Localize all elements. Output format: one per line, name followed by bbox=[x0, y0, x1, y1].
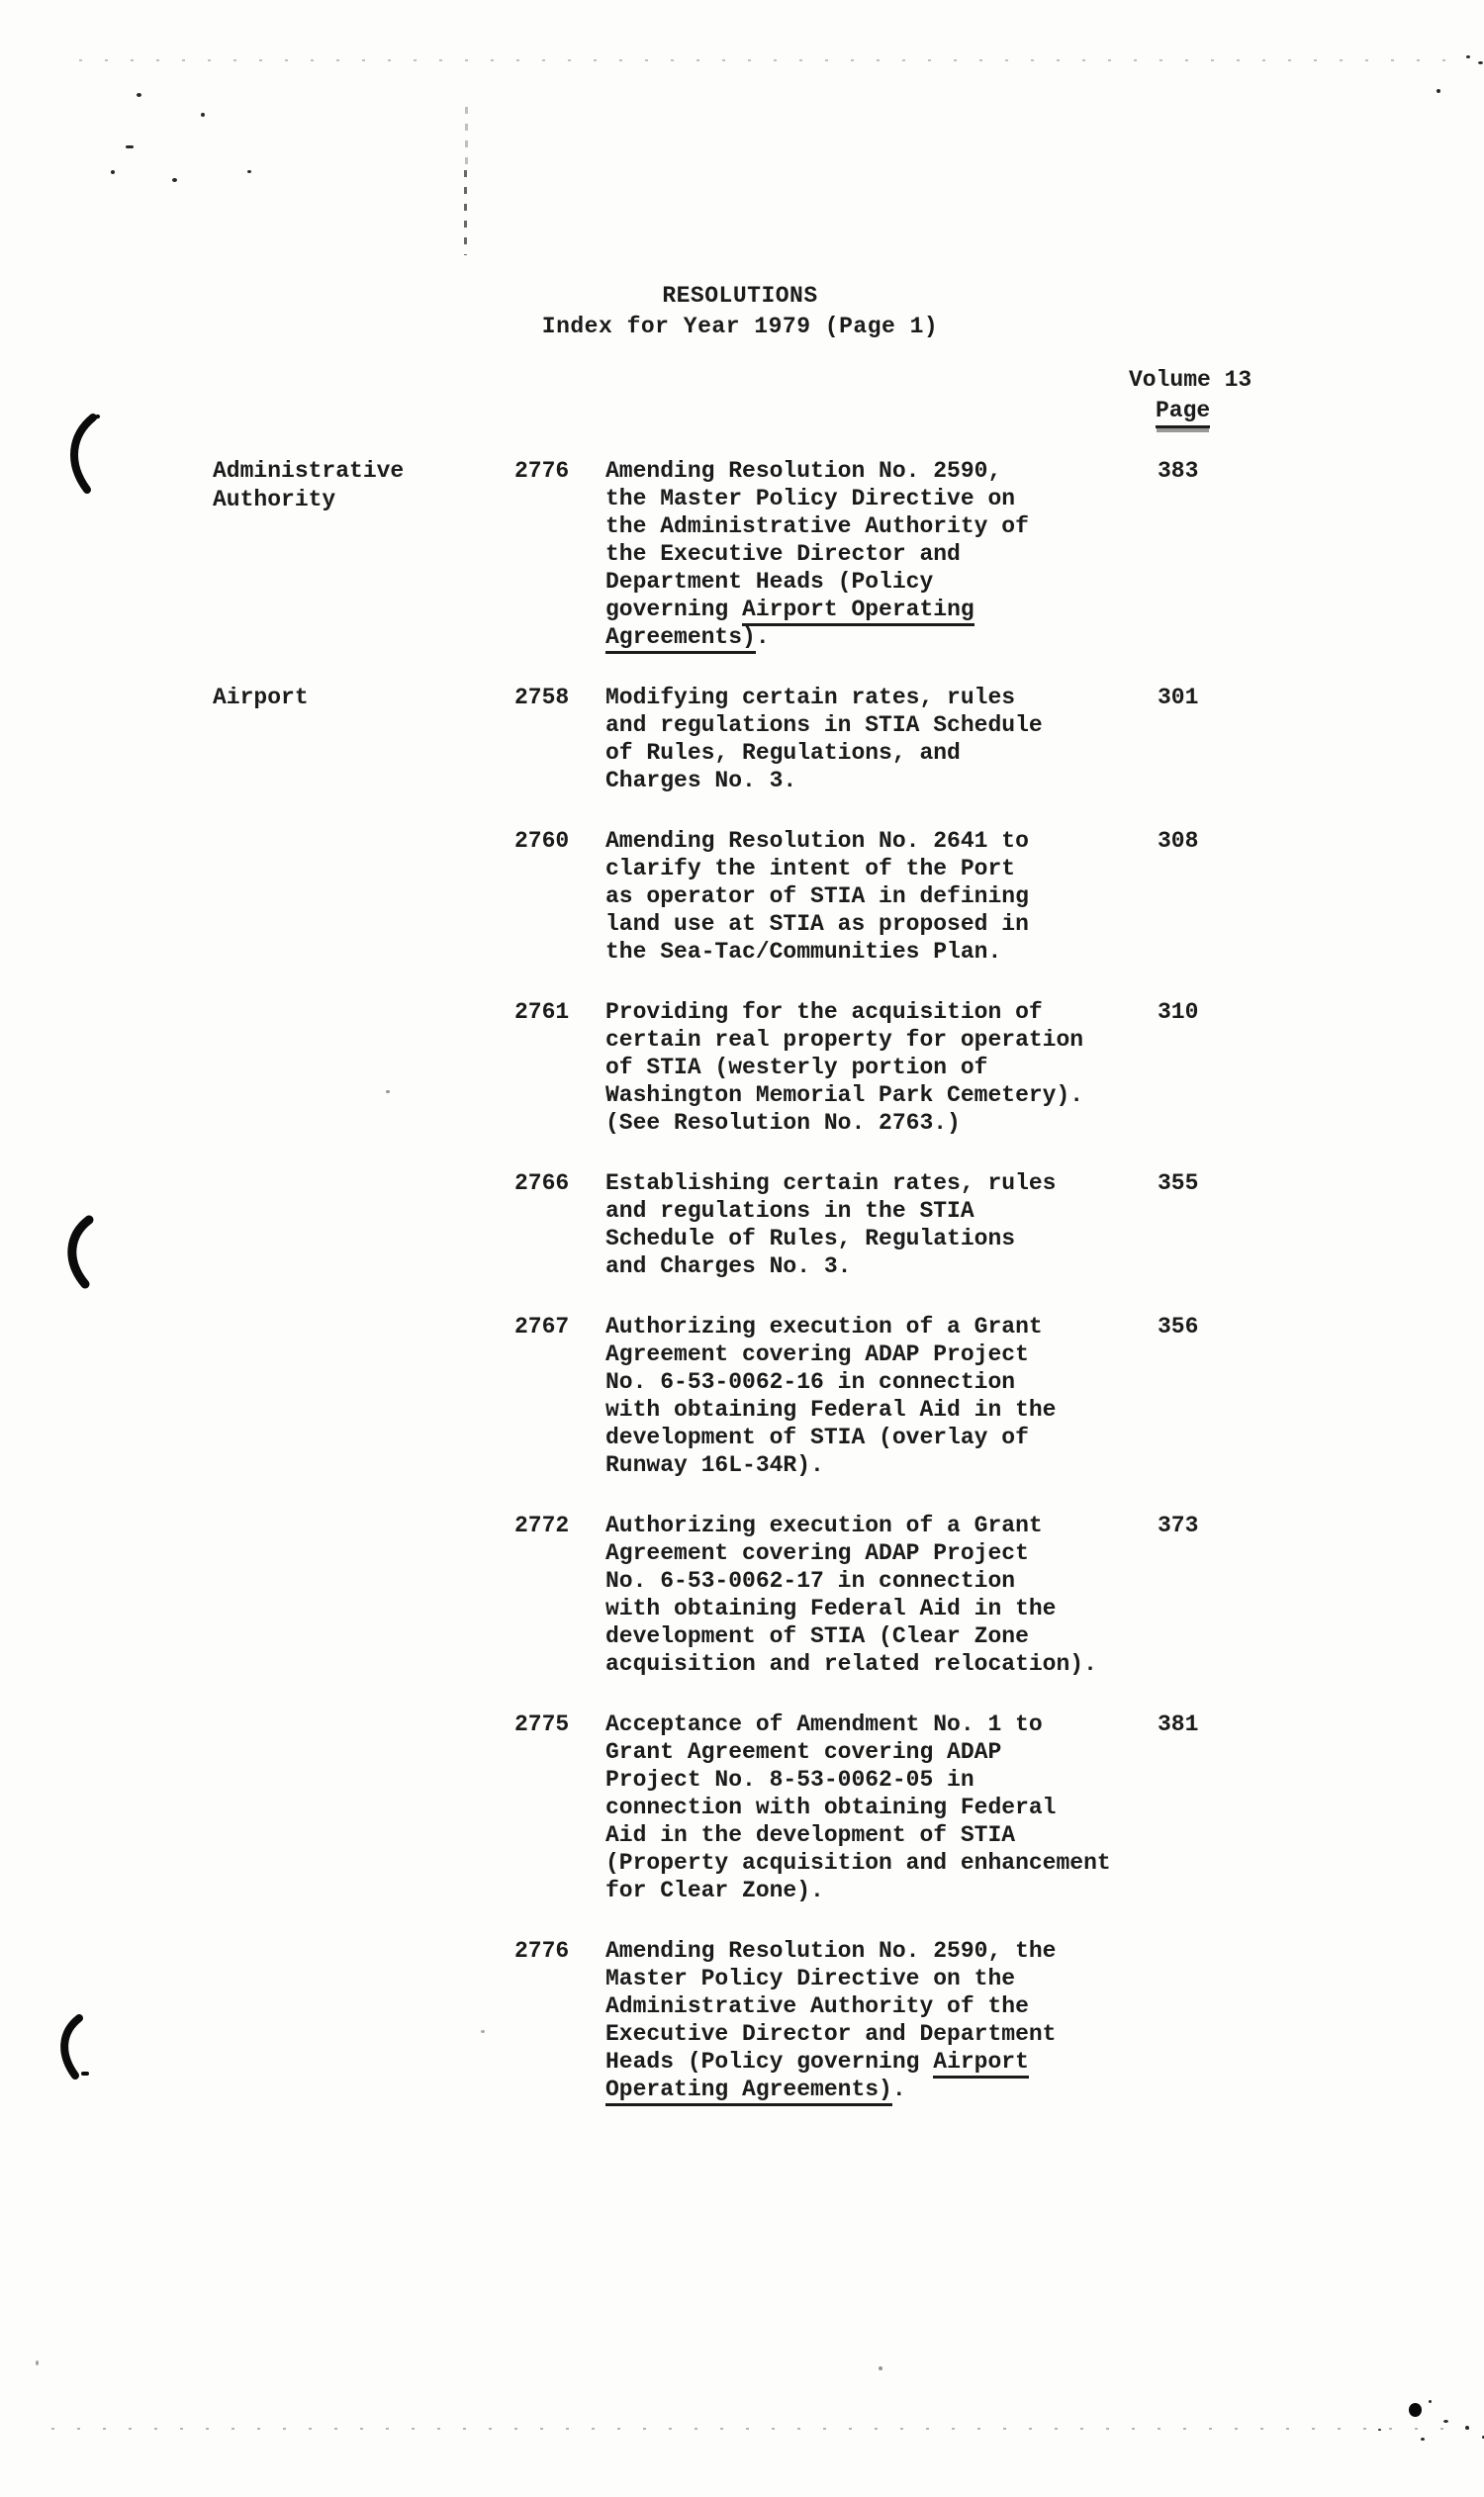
resolution-description: Authorizing execution of a Grant Agreement covering ADAP Project No. 6-53-0062-17 in connection with obtaining Federal Aid in the development of STIA (Clear Zone acquisition and related relocation). bbox=[605, 1513, 1097, 1677]
resolution-description: Acceptance of Amendment No. 1 to Grant Agreement covering ADAP Project No. 8-53-0062-05 in connection with obtaining Federal Aid in the development of STIA (Property acquisition and enhancement for Clear Zone). bbox=[605, 1711, 1111, 1903]
scan-speck bbox=[481, 2030, 485, 2033]
scan-speck bbox=[879, 2366, 882, 2370]
resolution-description: Providing for the acquisition of certain real property for operation of STIA (westerly portion of Washington Memorial Park Cemetery). (See Resolution No. 2763.) bbox=[605, 999, 1084, 1136]
resolution-description: Amending Resolution No. 2641 to clarify the intent of the Port as operator of STIA in defining land use at STIA as proposed in the Sea-Tac/Communities Plan. bbox=[605, 828, 1029, 965]
handwritten-paren-mark bbox=[57, 412, 103, 497]
scan-dash-mark bbox=[465, 107, 468, 164]
scan-speck bbox=[172, 178, 177, 182]
ink-blot bbox=[1409, 2403, 1422, 2417]
scan-speck bbox=[36, 2360, 39, 2365]
scan-speck bbox=[247, 170, 251, 173]
resolution-description: Modifying certain rates, rules and regulations in STIA Schedule of Rules, Regulations, and Charges No. 3. bbox=[605, 685, 1043, 793]
scan-speck bbox=[111, 170, 115, 174]
scan-speck bbox=[1466, 55, 1470, 58]
document-title bbox=[0, 281, 1480, 342]
resolution-number: 2767 bbox=[514, 1314, 570, 1340]
scan-speck bbox=[386, 1090, 390, 1093]
page-number: 301 bbox=[1158, 685, 1199, 710]
page-number: 383 bbox=[1158, 458, 1199, 484]
page-column-header: Page bbox=[1156, 398, 1210, 423]
scan-speck bbox=[126, 145, 134, 148]
scan-dash-mark bbox=[464, 170, 467, 255]
scan-speck bbox=[201, 113, 205, 117]
resolution-description: Establishing certain rates, rules and regulations in the STIA Schedule of Rules, Regulations and Charges No. 3. bbox=[605, 1170, 1057, 1279]
scan-speck bbox=[1378, 2429, 1381, 2431]
page-number: 310 bbox=[1158, 999, 1199, 1025]
scan-speck bbox=[137, 93, 141, 97]
resolution-number: 2776 bbox=[514, 458, 570, 484]
title-line-1: RESOLUTIONS bbox=[662, 283, 818, 309]
handwritten-paren-mark bbox=[57, 1215, 99, 1290]
resolution-number: 2761 bbox=[514, 999, 570, 1025]
index-entry bbox=[0, 1512, 1484, 1678]
index-entry bbox=[0, 457, 1484, 651]
resolution-description: Amending Resolution No. 2590, the Master Policy Directive on the Administrative Authority of the Executive Director and Department Heads (Policy governing Airport Operating Agreements). bbox=[605, 1937, 1152, 2103]
index-entry bbox=[0, 1169, 1484, 1280]
index-entry bbox=[0, 684, 1484, 794]
resolution-description: Authorizing execution of a Grant Agreement covering ADAP Project No. 6-53-0062-16 in connection with obtaining Federal Aid in the development of STIA (overlay of Runway 16L-34R). bbox=[605, 1314, 1057, 1478]
index-entry bbox=[0, 1937, 1484, 2103]
category-label: Airport bbox=[213, 685, 309, 710]
page-number: 381 bbox=[1158, 1711, 1199, 1737]
category-label: Administrative Authority bbox=[213, 458, 405, 512]
resolution-number: 2776 bbox=[514, 1938, 570, 1964]
index-entry bbox=[0, 1313, 1484, 1479]
page-number: 356 bbox=[1158, 1314, 1199, 1340]
scan-speck bbox=[1478, 61, 1483, 64]
resolution-number: 2760 bbox=[514, 828, 570, 854]
title-line-2: Index for Year 1979 (Page 1) bbox=[541, 314, 939, 339]
resolution-number: 2766 bbox=[514, 1170, 570, 1196]
index-entry bbox=[0, 1711, 1484, 1904]
resolution-index-list bbox=[0, 457, 1484, 2136]
index-entry bbox=[0, 827, 1484, 966]
resolution-number: 2758 bbox=[514, 685, 570, 710]
scan-speck bbox=[1421, 2438, 1425, 2441]
scan-speck bbox=[1429, 2400, 1432, 2403]
page-number: 308 bbox=[1158, 828, 1199, 854]
resolution-number: 2775 bbox=[514, 1711, 570, 1737]
resolution-number: 2772 bbox=[514, 1513, 570, 1538]
volume-label: Volume 13 bbox=[1129, 367, 1252, 393]
index-entry bbox=[0, 998, 1484, 1137]
scan-noise-line-bottom bbox=[51, 2428, 1484, 2430]
scan-speck bbox=[1443, 2420, 1448, 2423]
scan-speck bbox=[1465, 2426, 1469, 2430]
scan-speck bbox=[1437, 89, 1440, 93]
page-number: 355 bbox=[1158, 1170, 1199, 1196]
scan-noise-line-top bbox=[79, 59, 1459, 61]
resolution-description: Amending Resolution No. 2590, the Master Policy Directive on the Administrative Authority of the Executive Director and Department Heads (Policy governing Airport Operating Agreements). bbox=[605, 457, 1152, 651]
handwritten-paren-mark bbox=[51, 2014, 99, 2085]
page-number: 373 bbox=[1158, 1513, 1199, 1538]
